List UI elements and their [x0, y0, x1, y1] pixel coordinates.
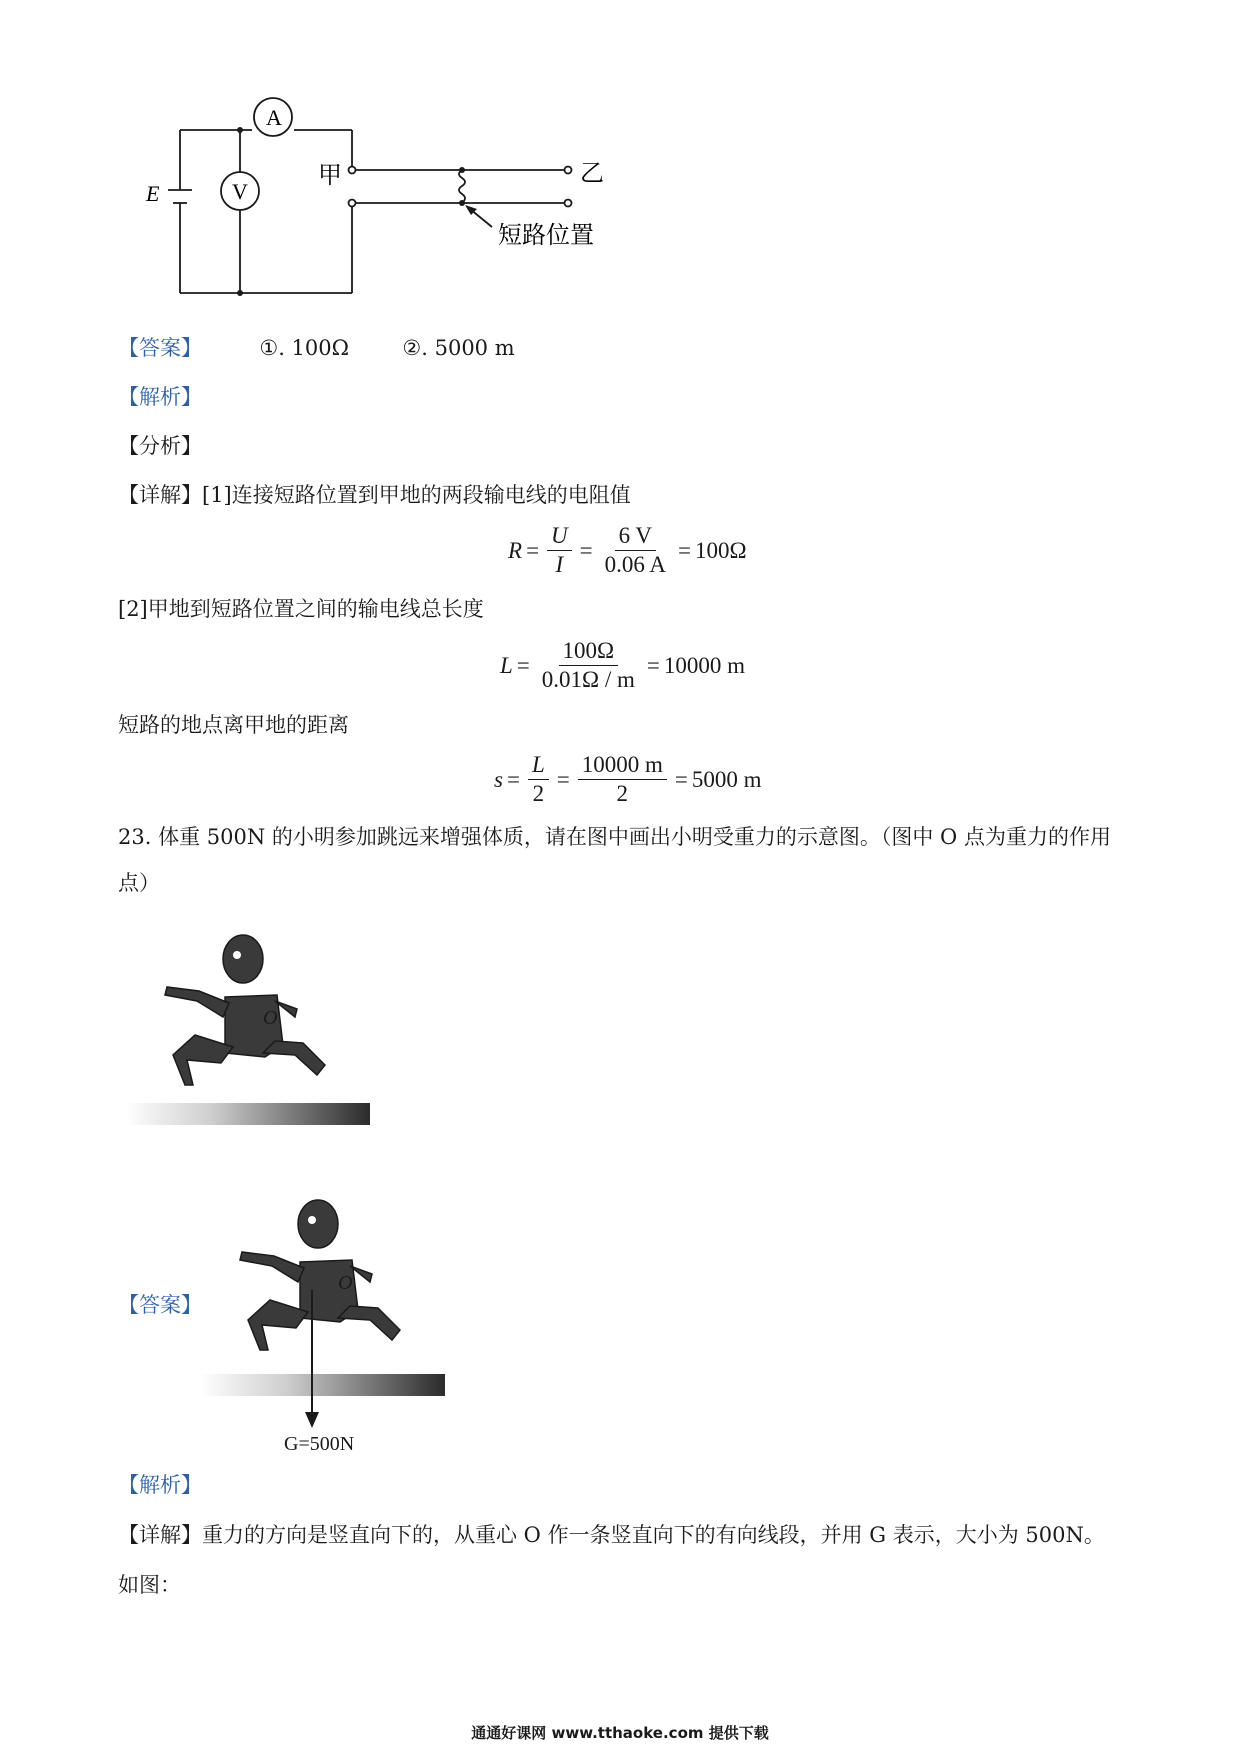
answer-tag: 【答案】 — [118, 336, 202, 360]
formula3-den1: 2 — [532, 781, 545, 806]
question-23-line-1: 23. 体重 500N 的小明参加跳远来增强体质，请在图中画出小明受重力的示意图。（图中 O 点为重力的作用 — [118, 825, 1111, 849]
jumper-answer-figure — [200, 1190, 490, 1455]
analysis-tag-q23: 【解析】 — [118, 1473, 202, 1497]
answer-1: ①. 100Ω — [259, 336, 350, 360]
formula1-den1: I — [555, 552, 564, 577]
formula2-lhs: L — [500, 652, 513, 678]
formula1-lhs: R — [508, 537, 523, 563]
formula-length: L = $\frac{100\Omega}{0.01\Omega / m}$ = 10000 m — [500, 638, 746, 692]
detail-text-q23: 重力的方向是竖直向下的，从重心 O 作一条竖直向下的有向线段，并用 G 表示，大小为 500N。 — [202, 1523, 1105, 1547]
voltmeter-label: V — [232, 179, 248, 204]
answer-line-q22 — [118, 333, 515, 363]
formula1-num1: U — [551, 523, 568, 548]
formula3-den2: 2 — [616, 781, 629, 806]
detail-text-3: 短路的地点离甲地的距离 — [118, 713, 349, 737]
question-23-line-2: 点） — [118, 871, 160, 895]
formula3-lhs: s — [494, 766, 503, 792]
detail-end-q23: 如图： — [118, 1573, 181, 1597]
formula3-num2: 10000 m — [578, 751, 667, 780]
detail-line-1 — [118, 480, 631, 510]
detail-text-1: [1]连接短路位置到甲地的两段输电线的电阻值 — [202, 483, 631, 507]
detail-line-q23 — [118, 1520, 1105, 1550]
formula-distance: s = $\frac{L}{2}$ = $\frac{10000 m}{2}$ = 5000 m — [494, 752, 762, 806]
battery-label: E — [146, 181, 160, 206]
formula2-result: 10000 m — [663, 652, 746, 678]
formula1-num2: 6 V — [615, 522, 656, 551]
point-a-label: 甲 — [318, 161, 342, 189]
formula2-num1: 100Ω — [559, 637, 619, 666]
point-o-label-answer: O — [338, 1272, 353, 1294]
point-o-label-question: O — [263, 1007, 278, 1029]
detail-text-2: [2]甲地到短路位置之间的输电线总长度 — [118, 597, 484, 621]
jumper-figure — [125, 925, 415, 1160]
answer-tag-q23: 【答案】 — [118, 1293, 202, 1317]
ammeter-label: A — [266, 105, 282, 130]
fenxi-tag: 【分析】 — [118, 434, 202, 458]
gravity-force-label: G=500N — [284, 1433, 355, 1455]
formula1-den2: 0.06 A — [604, 552, 666, 577]
detail-tag: 【详解】 — [118, 483, 202, 507]
answer-2: ②. 5000 m — [402, 336, 515, 360]
analysis-tag: 【解析】 — [118, 385, 202, 409]
short-position-label: 短路位置 — [498, 221, 594, 249]
formula3-num1: L — [531, 752, 545, 777]
formula1-result: 100Ω — [694, 537, 747, 563]
formula-resistance: R = $\frac{U}{I}$ = $\frac{6 V}{0.06 A}$ = 100Ω — [508, 523, 747, 577]
detail-tag-q23: 【详解】 — [118, 1523, 202, 1547]
point-b-label: 乙 — [580, 159, 604, 187]
formula3-result: 5000 m — [691, 766, 762, 792]
circuit-diagram — [140, 95, 660, 305]
formula2-den1: 0.01Ω / m — [541, 667, 635, 692]
footer-text: 通通好课网 www.tthaoke.com 提供下载 — [471, 1724, 769, 1742]
